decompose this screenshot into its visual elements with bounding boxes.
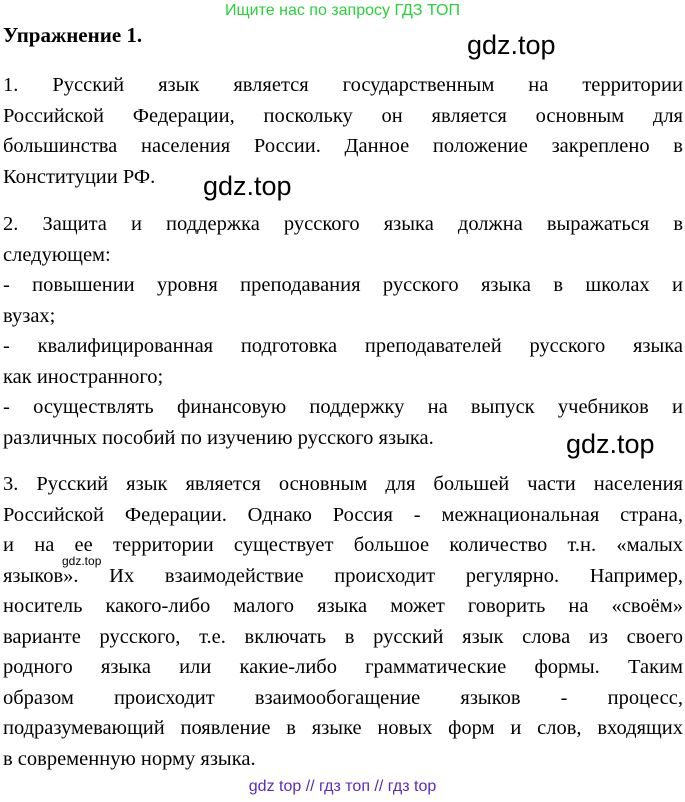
watermark: gdz.top	[203, 171, 292, 201]
paragraph-1	[3, 70, 683, 192]
text-line: Российской Федерации, поскольку он является основным для	[3, 104, 683, 127]
text-line: 2. Защита и поддержка русского языка должна выражаться в	[3, 213, 683, 235]
watermark-small: gdz.top	[62, 554, 102, 568]
text-line: 1. Русский язык является государственным на территории	[3, 74, 683, 96]
text-line: большинства населения России. Данное положение закреплено в	[3, 135, 683, 157]
text-line: вузах;	[3, 304, 56, 327]
text-line: варианте русского, т.е. включать в русский язык слова из своего	[3, 625, 683, 648]
text-line: следующем:	[3, 243, 111, 266]
text-line: - повышении уровня преподавания русского языка в школах и	[3, 274, 683, 296]
text-line: родного языка или какие-либо грамматические формы. Таким	[3, 656, 683, 678]
text-line: 3. Русский язык является основным для большей части населения	[3, 473, 683, 495]
text-line: различных пособий по изучению русского языка.	[3, 426, 434, 449]
bottom-banner: gdz top // гдз топ // гдз top	[248, 778, 437, 795]
text-line: языков». Их взаимодействие происходит регулярно. Например,	[3, 564, 683, 587]
paragraph-3	[3, 469, 683, 774]
text-line: подразумевающий появление в языке новых форм и слов, входящих	[3, 717, 683, 739]
text-line: Российской Федерации. Однако Россия - межнациональная страна,	[3, 503, 683, 526]
watermark: gdz.top	[566, 429, 655, 459]
text-line: образом происходит взаимообогащение языков - процесс,	[3, 686, 683, 709]
text-line: носитель какого-либо малого языка может говорить на «своём»	[3, 595, 683, 617]
text-line: и на ее территории существует большое количество т.н. «малых	[3, 534, 683, 556]
watermark: gdz.top	[467, 30, 556, 60]
text-line: - квалифицированная подготовка преподавателей русского языка	[3, 335, 683, 357]
paragraph-2	[3, 209, 683, 453]
text-line: Конституции РФ.	[3, 165, 156, 188]
text-line: в современную норму языка.	[3, 747, 256, 770]
text-line: как иностранного;	[3, 365, 164, 388]
top-banner: Ищите нас по запросу ГДЗ ТОП	[225, 2, 460, 19]
text-line: - осуществлять финансовую поддержку на выпуск учебников и	[3, 396, 683, 418]
exercise-title: Упражнение 1.	[3, 23, 143, 47]
